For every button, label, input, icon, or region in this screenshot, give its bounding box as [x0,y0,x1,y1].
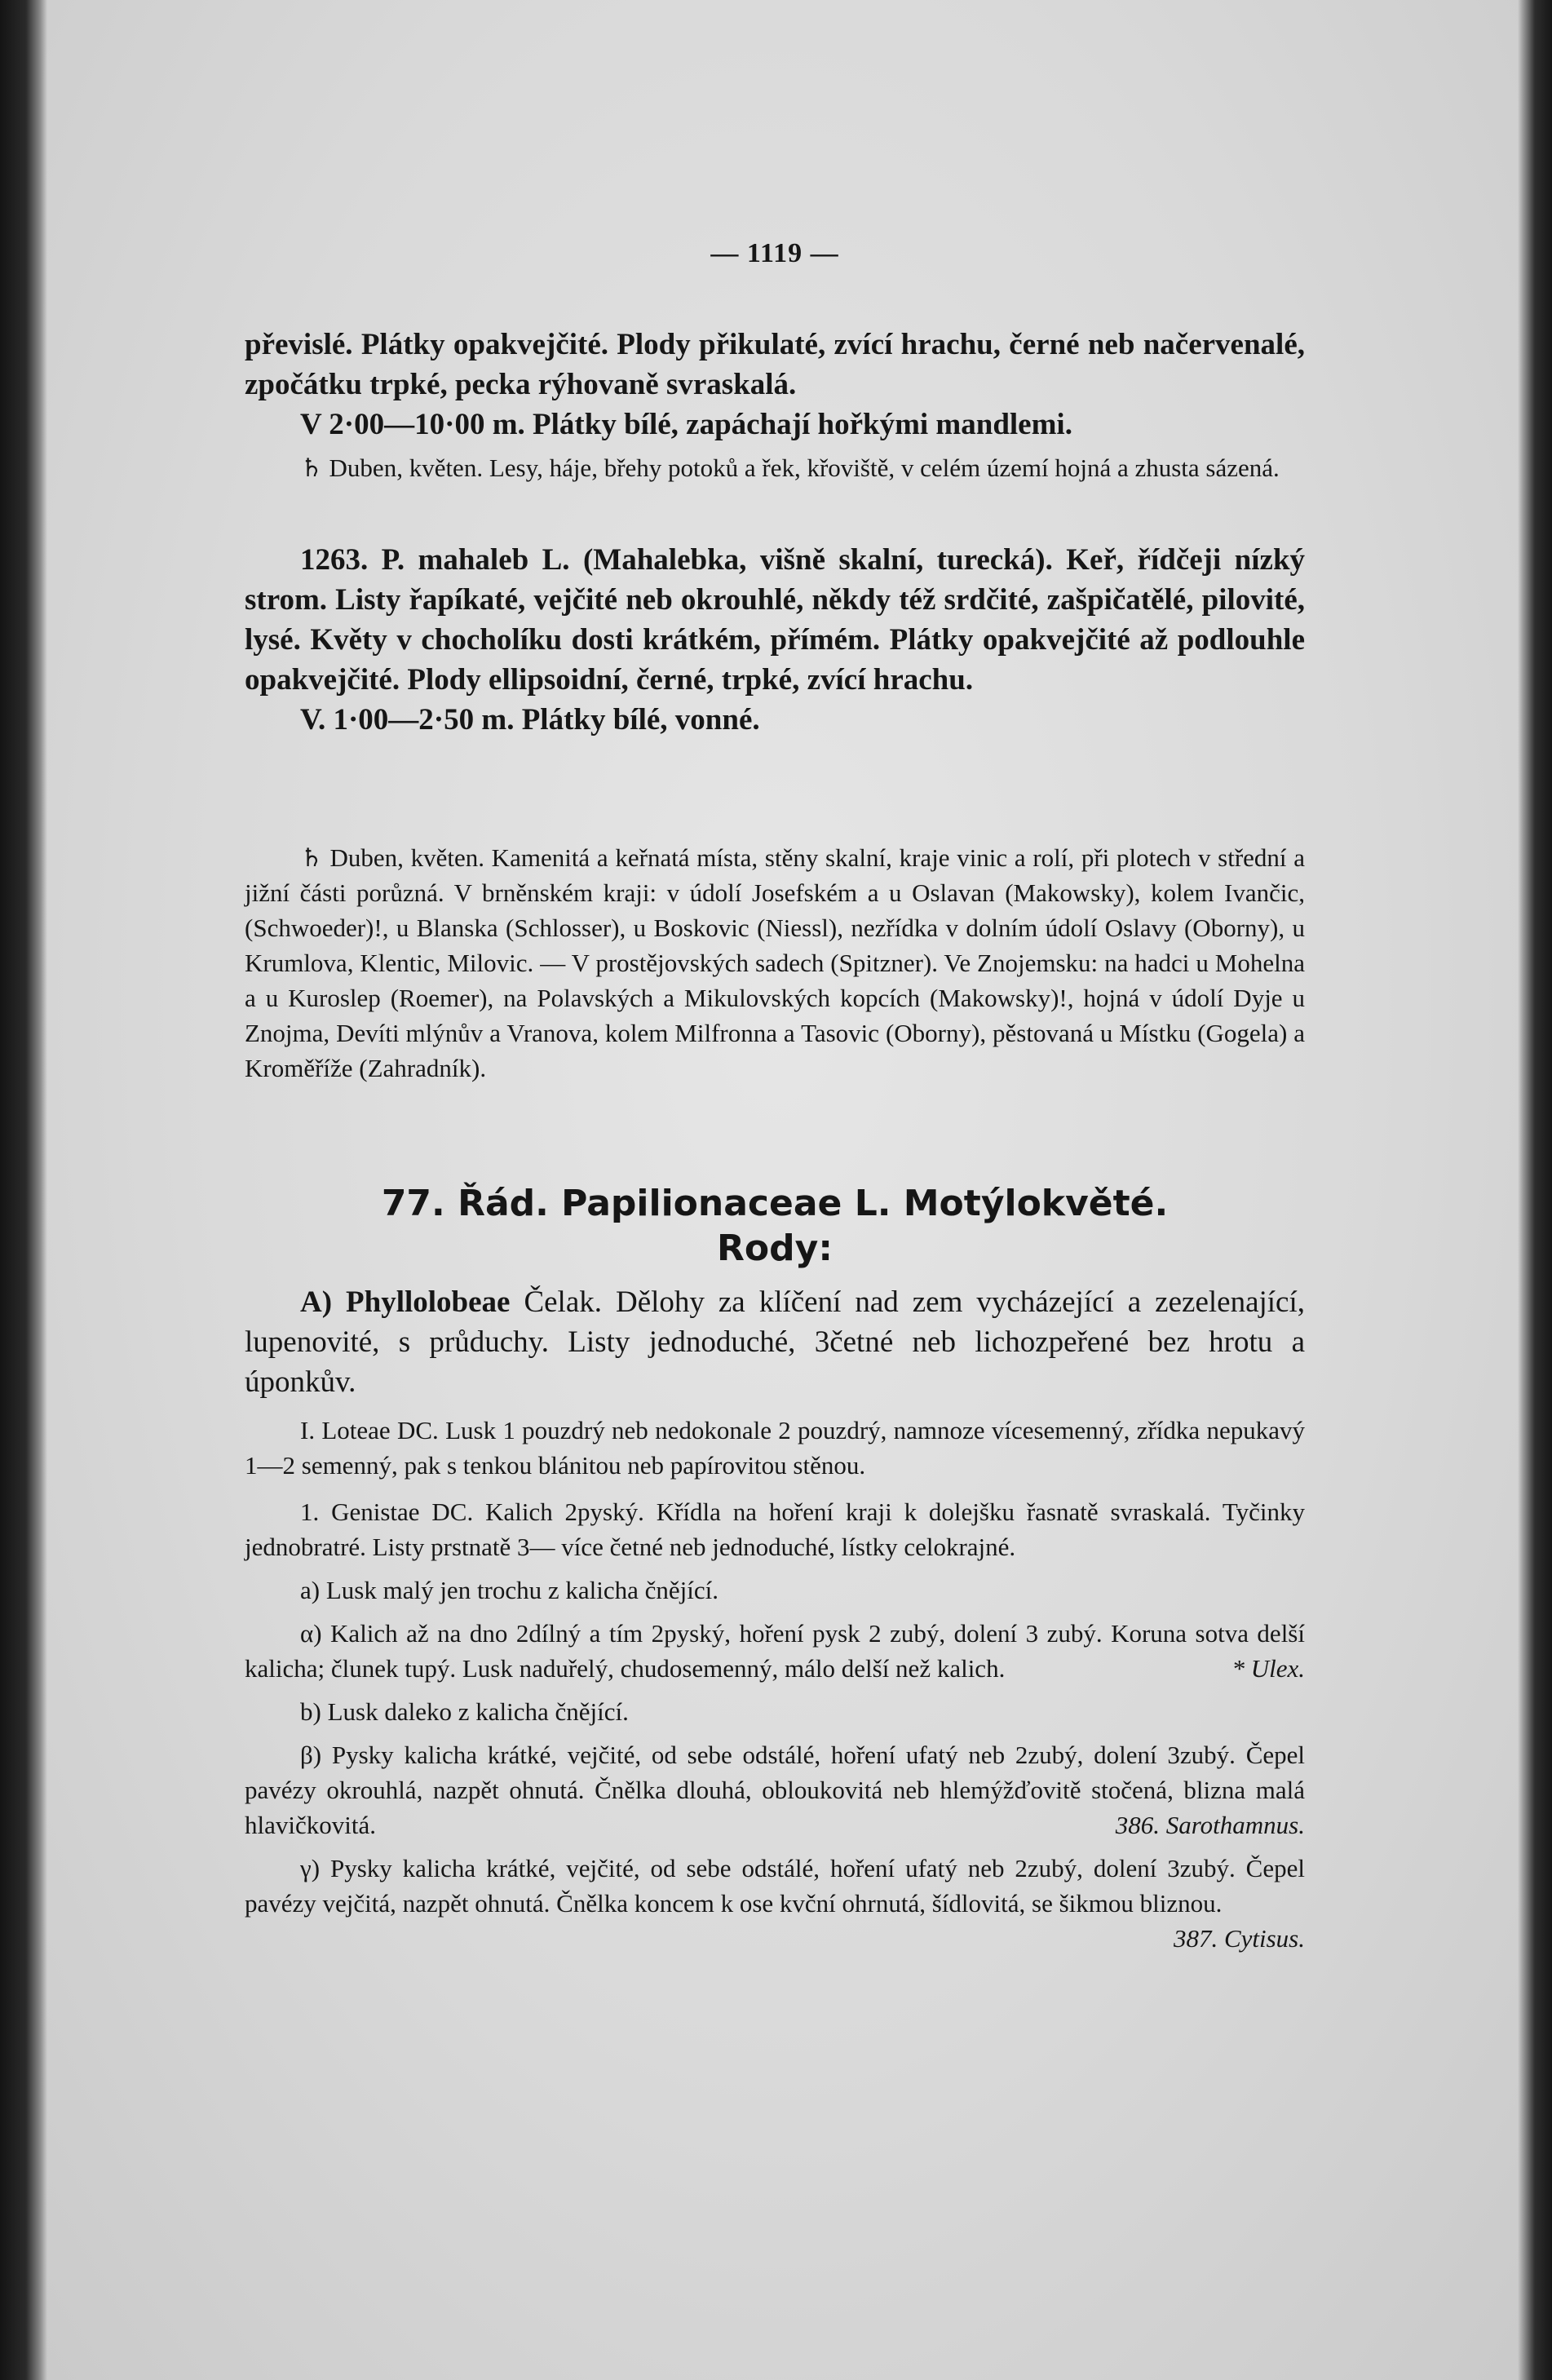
key-alpha-text: α) Kalich až na dno 2dílný a tím 2pyský, hoření pysk 2 zubý, dolení 3 zubý. Koruna sotva delší kalicha; člunek tupý. Lusk naduřelý, chudosemenný, málo delší než kalich. [245,1619,1305,1683]
key-a: a) Lusk malý jen trochu z kalicha čnějící. [300,1576,719,1604]
genus-cytisus: 387. Cytisus. [1173,1924,1305,1953]
genus-ulex: * Ulex. [1231,1654,1305,1683]
tribe-loteae: I. Loteae DC. Lusk 1 pouzdrý neb nedokonale 2 pouzdrý, namnoze vícesemenný, zřídka nepukavý 1—2 semenný, pak s tenkou blánitou neb papírovitou stěnou. [245,1416,1305,1480]
key-block [245,1413,1305,1956]
key-b: b) Lusk daleko z kalicha čnějící. [300,1697,629,1726]
species-name: P. mahaleb L. [381,543,570,577]
key-beta-text: β) Pysky kalicha krátké, vejčité, od sebe odstálé, hoření ufatý neb 2zubý, dolení 3zubý. Čepel pavézy okrouhlá, nazpět ohnutá. Čnělka dlouhá, obloukovitá neb hlemýžďovitě stočená, blizna malá hlavičkovitá. [245,1741,1305,1839]
key-gamma-text: γ) Pysky kalicha krátké, vejčité, od sebe odstálé, hoření ufatý neb 2zubý, dolení 3zubý. Čepel pavézy vejčitá, nazpět ohnutá. Čnělka koncem k ose kvční ohrnutá, šídlovitá, se šikmou bliznou. [245,1854,1305,1918]
genus-sarothamnus: 386. Sarothamnus. [1115,1811,1305,1839]
group-a-block [245,1282,1305,1402]
species-entry [245,540,1305,700]
species-block [245,540,1305,740]
intro-block [245,325,1305,445]
intro-habitat-block [245,450,1305,485]
species-number: 1263. [300,543,369,577]
book-edge-right [1518,0,1552,2380]
group-a-paragraph [245,1282,1305,1402]
subtribe-genistae: 1. Genistae DC. Kalich 2pyský. Křídla na hoření kraji k dolejšku řasnatě svraskalá. Tyčinky jednobratré. Listy prstnatě 3— více četné neb jednoduché, lístky celokrajné. [245,1497,1305,1561]
species-habitat: ♄ Duben, květen. Kamenitá a keřnatá místa, stěny skalní, kraje vinic a rolí, při plotech v střední a jižní části porůzná. V brněnském kraji: v údolí Josefském a u Oslavan (Makowsky), kolem Ivančic, (Schwoeder)!, u Blanska (Schlosser), u Boskovic (Niessl), nezřídka v dolním údolí Oslavy (Oborny), u Krumlova, Klentic, Milovic. — V prostějovských sadech (Spitzner). Ve Znojemsku: na hadci u Mohelna a u Kuroslep (Roemer), na Polavských a Mikulovských kopcích (Makowsky)!, hojná v údolí Dyje u Znojma, Devíti mlýnův a Vranova, kolem Milfronna a Tasovic (Oborny), pěstovaná u Místku (Gogela) a Kroměříže (Zahradník). [245,843,1305,1082]
species-size: V. 1·00—2·50 m. Plátky bílé, vonné. [300,703,760,737]
species-habitat-block [245,840,1305,1086]
group-a-label: A) Phyllolobeae [300,1285,511,1319]
page-number: — 1119 — [710,238,839,268]
species-description: Keř, řídčeji nízký strom. Listy řapíkaté, vejčité neb okrouhlé, někdy též srdčité, zašpičatělé, pilovité, lysé. Květy v chocholíku dosti krátkém, přímém. Plátky opakvejčité až podlouhle opakvejčité. Plody ellipsoidní, černé, trpké, zvící hrachu. [245,543,1306,697]
key-gamma [245,1851,1305,1953]
key-beta [245,1737,1305,1843]
intro-size: V 2·00—10·00 m. Plátky bílé, zapáchají hořkými mandlemi. [300,408,1072,441]
group-a-text: Čelak. Dělohy za klíčení nad zem vycházející a zezelenající, lupenovité, s průduchy. Listy jednoduché, 3četné neb lichozpeřené bez hrotu a úponkův. [245,1285,1306,1399]
intro-paragraph: převislé. Plátky opakvejčité. Plody přikulaté, zvící hrachu, černé neb načervenalé, zpočátku trpké, pecka rýhovaně svraskalá. [245,328,1305,401]
intro-habitat: ♄ Duben, květen. Lesy, háje, břehy potoků a řek, křoviště, v celém území hojná a zhusta sázená. [300,453,1280,482]
genera-heading: Rody: [717,1228,833,1269]
order-heading-block [245,1183,1305,1269]
key-alpha [245,1616,1305,1686]
book-gutter-left [0,0,47,2380]
order-heading: 77. Řád. Papilionaceae L. Motýlokvěté. [381,1183,1169,1224]
species-common-name: (Mahalebka, višně skalní, turecká). [582,543,1053,577]
